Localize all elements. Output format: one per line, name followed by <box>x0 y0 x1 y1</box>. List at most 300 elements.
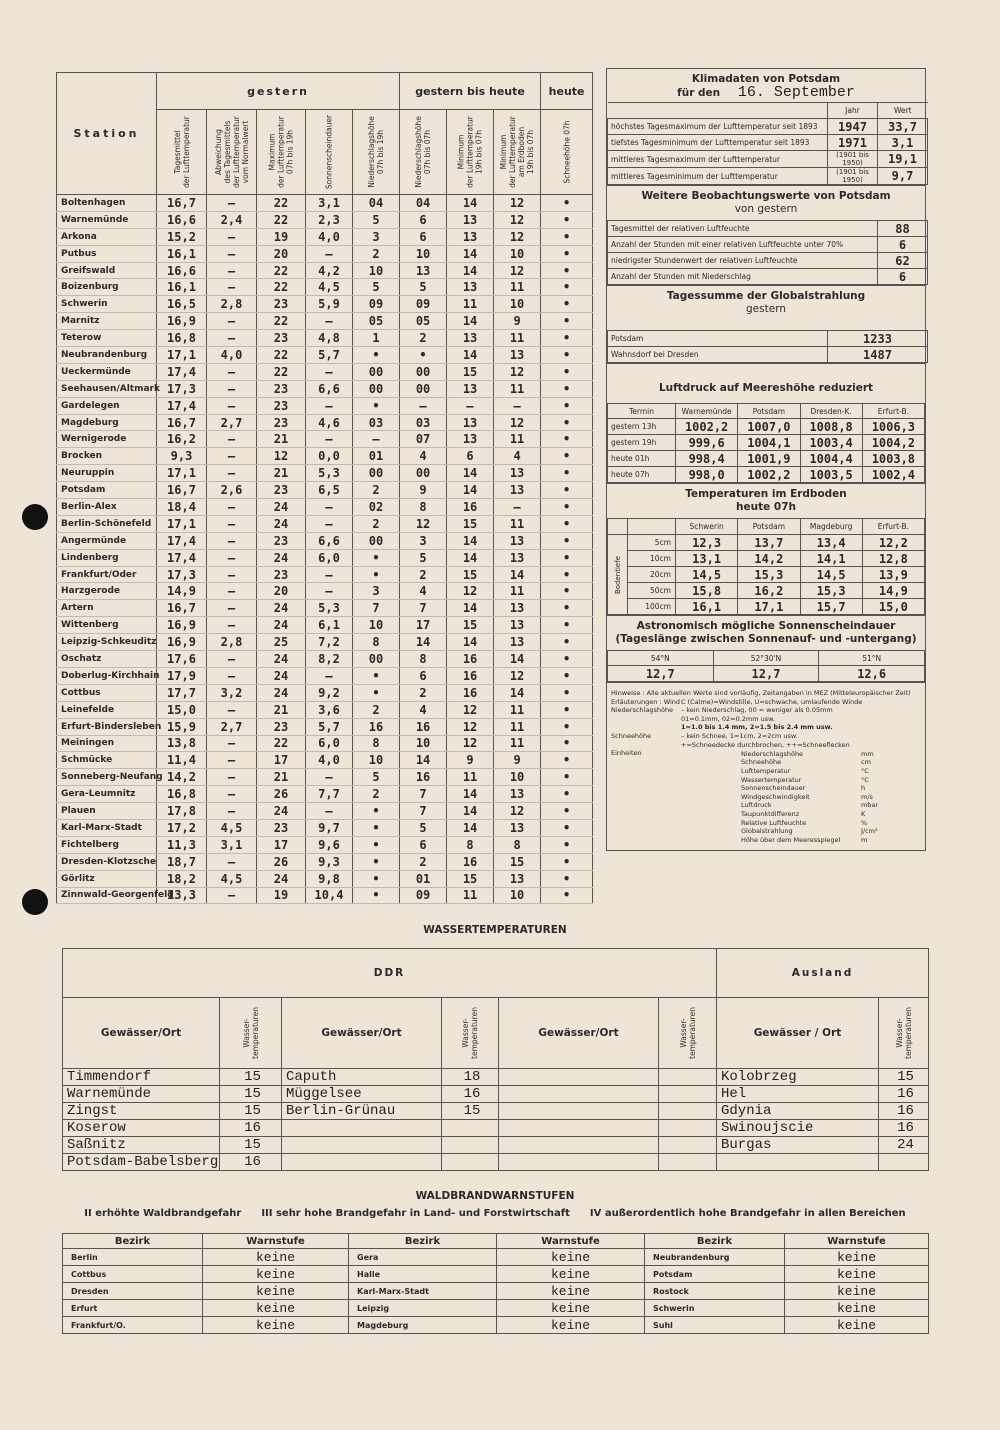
station-value: 11 <box>494 431 541 448</box>
station-value: 4,5 <box>207 819 257 836</box>
station-value: • <box>541 262 593 279</box>
erdboden-header: Magdeburg <box>800 519 862 535</box>
station-value: • <box>541 718 593 735</box>
station-value: 14 <box>447 262 494 279</box>
wasser-temp: 16 <box>220 1154 282 1171</box>
column-header-1 <box>207 110 257 195</box>
station-value: 8 <box>400 651 447 668</box>
station-value: 11 <box>494 718 541 735</box>
weitere-row <box>608 237 928 253</box>
station-value: 5,7 <box>306 718 353 735</box>
wasser-temp: 18 <box>442 1069 499 1086</box>
wasser-ort: Burgas <box>717 1137 879 1154</box>
global-wert: 1487 <box>828 347 928 363</box>
station-value: 2 <box>353 482 400 499</box>
unit-name: Luftdruck <box>741 801 772 810</box>
station-value: • <box>353 667 400 684</box>
station-name: Warnemünde <box>57 211 157 228</box>
sonne-header: 51°N <box>819 651 925 666</box>
station-value: 17,4 <box>157 397 207 414</box>
group-heute: heute <box>541 73 593 110</box>
station-value: • <box>353 803 400 820</box>
station-value: – <box>494 499 541 516</box>
station-name: Karl-Marx-Stadt <box>57 819 157 836</box>
station-value: 9 <box>494 752 541 769</box>
table-row <box>57 684 593 701</box>
note-einheiten: Einheiten <box>611 749 642 758</box>
station-value: • <box>541 769 593 786</box>
wald-warn-header-1: Warnstufe <box>203 1234 349 1249</box>
erdboden-value: 16,2 <box>738 583 800 599</box>
station-value: 11 <box>447 769 494 786</box>
luftdruck-header-row <box>608 404 925 419</box>
station-value: 14 <box>494 651 541 668</box>
station-value: 11 <box>447 887 494 904</box>
station-value: 22 <box>257 211 306 228</box>
station-value: 00 <box>400 363 447 380</box>
erdboden-depth: 10cm <box>628 551 676 567</box>
erdboden-value: 12,8 <box>862 551 924 567</box>
station-value: 11,4 <box>157 752 207 769</box>
wald-warnstufe: keine <box>497 1249 645 1266</box>
luftdruck-termin: heute 01h <box>608 451 676 467</box>
table-row <box>57 600 593 617</box>
station-value: 17,4 <box>157 549 207 566</box>
erdboden-row <box>608 535 925 551</box>
station-value: 00 <box>353 465 400 482</box>
station-value: 26 <box>257 853 306 870</box>
station-value: • <box>541 651 593 668</box>
station-value: 6 <box>400 228 447 245</box>
station-value: 15 <box>447 363 494 380</box>
station-value: 7,2 <box>306 634 353 651</box>
luftdruck-value: 1003,5 <box>800 467 862 483</box>
station-value: 2 <box>400 684 447 701</box>
station-value: 00 <box>400 465 447 482</box>
table-row <box>57 279 593 296</box>
station-value: 10 <box>400 735 447 752</box>
table-row <box>57 803 593 820</box>
erdboden-value: 17,1 <box>738 599 800 615</box>
station-value: – <box>207 195 257 212</box>
station-value: 11 <box>494 380 541 397</box>
klima-wert: 3,1 <box>878 135 928 151</box>
klima-row <box>608 168 928 185</box>
station-value: 16 <box>400 769 447 786</box>
station-value: 11 <box>494 735 541 752</box>
station-value: – <box>207 549 257 566</box>
station-value: 16 <box>447 651 494 668</box>
station-value: 12 <box>447 735 494 752</box>
klima-row <box>608 151 928 168</box>
station-value: 24 <box>257 684 306 701</box>
erdboden-row <box>608 583 925 599</box>
station-value: 5 <box>400 819 447 836</box>
station-value: 14,2 <box>157 769 207 786</box>
station-value: 17,8 <box>157 803 207 820</box>
station-value: • <box>541 870 593 887</box>
column-header-6 <box>447 110 494 195</box>
unit-name: Schneehöhe <box>741 758 782 767</box>
wasser-ort <box>499 1069 659 1086</box>
table-row <box>57 482 593 499</box>
table-row <box>57 262 593 279</box>
station-value: • <box>353 397 400 414</box>
wasser-temp: 15 <box>220 1069 282 1086</box>
station-name: Dresden-Klotzsche <box>57 853 157 870</box>
sonne-value: 12,7 <box>713 666 819 682</box>
station-name: Meiningen <box>57 735 157 752</box>
station-value: 16,7 <box>157 414 207 431</box>
erdboden-value: 14,2 <box>738 551 800 567</box>
station-name: Seehausen/Altmark <box>57 380 157 397</box>
column-header-8 <box>541 110 593 195</box>
station-value: 22 <box>257 363 306 380</box>
station-value: 4,0 <box>306 228 353 245</box>
station-value: 5 <box>400 549 447 566</box>
station-value: 16,5 <box>157 296 207 313</box>
wald-warnstufe: keine <box>203 1317 349 1334</box>
station-value: 22 <box>257 735 306 752</box>
station-value: – <box>207 380 257 397</box>
wasser-temp: 15 <box>220 1086 282 1103</box>
station-value: 1 <box>353 330 400 347</box>
station-value: 17,7 <box>157 684 207 701</box>
station-value: 9,7 <box>306 819 353 836</box>
station-value: 23 <box>257 414 306 431</box>
station-value: 9 <box>447 752 494 769</box>
wald-row <box>63 1300 929 1317</box>
station-value: 14 <box>447 532 494 549</box>
table-row <box>57 549 593 566</box>
station-value: 13 <box>494 482 541 499</box>
station-value: 19 <box>257 228 306 245</box>
group-gestern-bis-heute: gestern bis heute <box>400 73 541 110</box>
wald-level-4: IV außerordentlich hohe Brandgefahr in allen Bereichen <box>589 1208 906 1219</box>
station-value: 22 <box>257 195 306 212</box>
station-value: 09 <box>400 887 447 904</box>
wald-bezirk: Dresden <box>63 1283 203 1300</box>
col4-temp-header: Wasser- temperaturen <box>894 1007 913 1059</box>
station-value: 14 <box>447 634 494 651</box>
station-value: 6 <box>400 836 447 853</box>
station-value: – <box>207 617 257 634</box>
wasser-ort: Berlin-Grünau <box>282 1103 442 1120</box>
station-value: 15 <box>447 617 494 634</box>
weitere-table <box>607 220 928 285</box>
unit-row <box>741 836 921 845</box>
station-value: 2 <box>353 515 400 532</box>
station-value: 3,1 <box>207 836 257 853</box>
station-value: • <box>353 870 400 887</box>
station-value: 5 <box>353 211 400 228</box>
wasser-temp: 15 <box>220 1137 282 1154</box>
station-value: 9,2 <box>306 684 353 701</box>
erdboden-value: 15,0 <box>862 599 924 615</box>
klima-wert: 19,1 <box>878 151 928 168</box>
station-value: 04 <box>400 195 447 212</box>
station-value: 25 <box>257 634 306 651</box>
column-header-label: Minimum der Lufttemperatur 19h bis 07h <box>456 116 484 188</box>
station-value: 8 <box>447 836 494 853</box>
station-value: • <box>541 887 593 904</box>
station-value: 9,3 <box>157 448 207 465</box>
table-row <box>57 211 593 228</box>
station-value: 17,4 <box>157 532 207 549</box>
station-value: 13 <box>494 600 541 617</box>
station-value: 00 <box>400 380 447 397</box>
col3-temp-header: Wasser- temperaturen <box>678 1007 697 1059</box>
station-value: 16,6 <box>157 211 207 228</box>
global-subtitle: gestern <box>746 303 786 315</box>
wald-bezirk: Halle <box>349 1266 497 1283</box>
station-name: Brocken <box>57 448 157 465</box>
station-value: 6 <box>447 448 494 465</box>
unit-symbol: J/cm² <box>861 827 878 836</box>
station-name: Greifswald <box>57 262 157 279</box>
station-value: – <box>207 735 257 752</box>
station-value: 13 <box>447 380 494 397</box>
station-value: 00 <box>353 532 400 549</box>
station-name: Arkona <box>57 228 157 245</box>
sonne-value: 12,7 <box>608 666 714 682</box>
luftdruck-row <box>608 435 925 451</box>
unit-symbol: m/s <box>861 792 873 801</box>
station-name: Lindenberg <box>57 549 157 566</box>
station-name: Wernigerode <box>57 431 157 448</box>
station-value: 13 <box>447 330 494 347</box>
station-name: Gera-Leumnitz <box>57 786 157 803</box>
station-value: – <box>207 313 257 330</box>
station-value: – <box>306 245 353 262</box>
luftdruck-value: 1002,4 <box>862 467 924 483</box>
station-value: • <box>541 431 593 448</box>
station-value: • <box>541 634 593 651</box>
wasser-ort <box>717 1154 879 1171</box>
luftdruck-value: 1003,4 <box>800 435 862 451</box>
sonne-value-row <box>608 666 925 682</box>
table-row <box>57 448 593 465</box>
station-name: Zinnwald-Georgenfeld <box>57 887 157 904</box>
station-value: 2,8 <box>207 296 257 313</box>
table-row <box>57 667 593 684</box>
luftdruck-termin: heute 07h <box>608 467 676 483</box>
klima-jahr: (1901 bis 1950) <box>828 168 878 185</box>
station-value: 5 <box>353 279 400 296</box>
station-value: 2 <box>400 853 447 870</box>
station-name: Ueckermünde <box>57 363 157 380</box>
station-value: • <box>541 296 593 313</box>
station-value: – <box>207 701 257 718</box>
luftdruck-value: 1002,2 <box>738 467 800 483</box>
bodentiefe-text: Bodentiefe <box>613 555 622 594</box>
station-value: 9 <box>400 482 447 499</box>
station-value: • <box>541 397 593 414</box>
wasser-section <box>62 912 928 1171</box>
unit-symbol: cm <box>861 758 871 767</box>
unit-name: Niederschlagshöhe <box>741 749 804 758</box>
station-value: – <box>400 397 447 414</box>
erdboden-header: Schwerin <box>676 519 738 535</box>
station-value: 01 <box>353 448 400 465</box>
erdboden-value: 13,7 <box>738 535 800 551</box>
sonne-header: 52°30'N <box>713 651 819 666</box>
station-name: Doberlug-Kirchhain <box>57 667 157 684</box>
wald-section <box>62 1184 928 1334</box>
wasser-temp: 15 <box>442 1103 499 1120</box>
station-value: 4,2 <box>306 262 353 279</box>
station-value: • <box>541 448 593 465</box>
station-value: 10 <box>494 769 541 786</box>
station-value: 22 <box>257 279 306 296</box>
station-value: 11 <box>494 515 541 532</box>
klima-label: mittleres Tagesminimum der Lufttemperatur <box>608 168 828 185</box>
station-value: 24 <box>257 803 306 820</box>
station-value: 18,2 <box>157 870 207 887</box>
station-value: 21 <box>257 769 306 786</box>
weitere-subtitle: von gestern <box>734 203 798 215</box>
station-value: 11 <box>494 279 541 296</box>
station-value: 7 <box>400 600 447 617</box>
wasser-temp <box>659 1137 717 1154</box>
station-value: 7 <box>400 786 447 803</box>
station-value: 12 <box>494 211 541 228</box>
station-value: – <box>207 465 257 482</box>
station-value: 16,8 <box>157 330 207 347</box>
erdboden-value: 15,3 <box>800 583 862 599</box>
station-value: 6,0 <box>306 549 353 566</box>
luftdruck-table <box>607 403 925 483</box>
station-value: 4,5 <box>306 279 353 296</box>
table-row <box>57 414 593 431</box>
station-value: • <box>541 566 593 583</box>
station-name: Görlitz <box>57 870 157 887</box>
erdboden-header-row <box>608 519 925 535</box>
station-value: 12 <box>494 228 541 245</box>
unit-row <box>741 810 921 819</box>
table-row <box>57 431 593 448</box>
station-value: – <box>207 769 257 786</box>
table-row <box>57 347 593 364</box>
station-value: 8 <box>353 735 400 752</box>
wald-row <box>63 1266 929 1283</box>
wald-bezirk: Magdeburg <box>349 1317 497 1334</box>
wald-table <box>62 1233 929 1334</box>
station-value: 9,3 <box>306 853 353 870</box>
erdboden-depth: 20cm <box>628 567 676 583</box>
column-header-label: Niederschlagshöhe 07h bis 19h <box>367 116 386 188</box>
note-sch1: – kein Schnee, 1=1cm, 2=2cm usw. <box>681 731 798 740</box>
weitere-box <box>606 185 926 285</box>
station-value: – <box>207 499 257 516</box>
erdboden-depth: 50cm <box>628 583 676 599</box>
klima-jahr: 1971 <box>828 135 878 151</box>
column-header-label: Tagesmittel der Lufttemperatur <box>172 116 191 188</box>
station-value: 16 <box>447 667 494 684</box>
table-row <box>57 701 593 718</box>
station-value: 2 <box>353 245 400 262</box>
station-value: 13 <box>494 347 541 364</box>
station-value: – <box>207 515 257 532</box>
station-value: • <box>541 195 593 212</box>
ddr-header: DDR <box>63 949 717 998</box>
station-header: Station <box>57 73 157 195</box>
klima-label: mittleres Tagesmaximum der Lufttemperatur <box>608 151 828 168</box>
station-value: 04 <box>353 195 400 212</box>
station-value: – <box>306 769 353 786</box>
station-value: 6 <box>400 667 447 684</box>
station-value: 17,4 <box>157 363 207 380</box>
station-value: – <box>447 397 494 414</box>
station-value: 23 <box>257 397 306 414</box>
station-value: – <box>207 667 257 684</box>
station-value: 2,4 <box>207 211 257 228</box>
station-name: Gardelegen <box>57 397 157 414</box>
luftdruck-box <box>606 363 926 483</box>
station-value: – <box>207 853 257 870</box>
station-value: 15 <box>447 870 494 887</box>
station-value: 9 <box>494 313 541 330</box>
punch-hole-bottom <box>22 889 48 915</box>
station-name: Erfurt-Bindersleben <box>57 718 157 735</box>
wasser-temp: 15 <box>879 1069 929 1086</box>
wald-level-2: II erhöhte Waldbrandgefahr <box>84 1208 242 1219</box>
luftdruck-header: Warnemünde <box>676 404 738 419</box>
station-value: 09 <box>400 296 447 313</box>
wasser-ort: Koserow <box>63 1120 220 1137</box>
wasser-temp <box>879 1154 929 1171</box>
table-row <box>57 515 593 532</box>
station-value: • <box>353 684 400 701</box>
group-gestern: gestern <box>157 73 400 110</box>
station-value: 2 <box>353 786 400 803</box>
jahr-header: Jahr <box>828 103 878 119</box>
station-value: • <box>541 532 593 549</box>
station-value: 12 <box>257 448 306 465</box>
right-panel <box>606 68 926 851</box>
station-value: 17 <box>400 617 447 634</box>
wasser-row <box>63 1103 929 1120</box>
station-value: • <box>541 735 593 752</box>
unit-name: Höhe über dem Meeresspiegel <box>741 835 841 844</box>
sonne-header-row <box>608 651 925 666</box>
station-value: 24 <box>257 515 306 532</box>
station-value: 13 <box>447 211 494 228</box>
station-value: • <box>541 684 593 701</box>
erdboden-value: 15,3 <box>738 567 800 583</box>
station-value: • <box>541 803 593 820</box>
station-name: Marnitz <box>57 313 157 330</box>
wasser-temp: 15 <box>220 1103 282 1120</box>
unit-row <box>741 793 921 802</box>
station-value: – <box>207 583 257 600</box>
station-value: 11 <box>494 330 541 347</box>
erdboden-header: Erfurt-B. <box>862 519 924 535</box>
station-value: 00 <box>353 363 400 380</box>
sonne-subtitle: (Tageslänge zwischen Sonnenauf- und -untergang) <box>615 633 917 645</box>
station-value: 9,6 <box>306 836 353 853</box>
station-value: – <box>207 448 257 465</box>
table-row <box>57 651 593 668</box>
station-value: 14 <box>447 819 494 836</box>
station-value: 16,6 <box>157 262 207 279</box>
erdboden-subtitle: heute 07h <box>736 501 796 513</box>
unit-symbol: m <box>861 835 868 844</box>
wasser-temp <box>659 1120 717 1137</box>
wasser-row <box>63 1154 929 1171</box>
table-row <box>57 853 593 870</box>
column-header-3 <box>306 110 353 195</box>
